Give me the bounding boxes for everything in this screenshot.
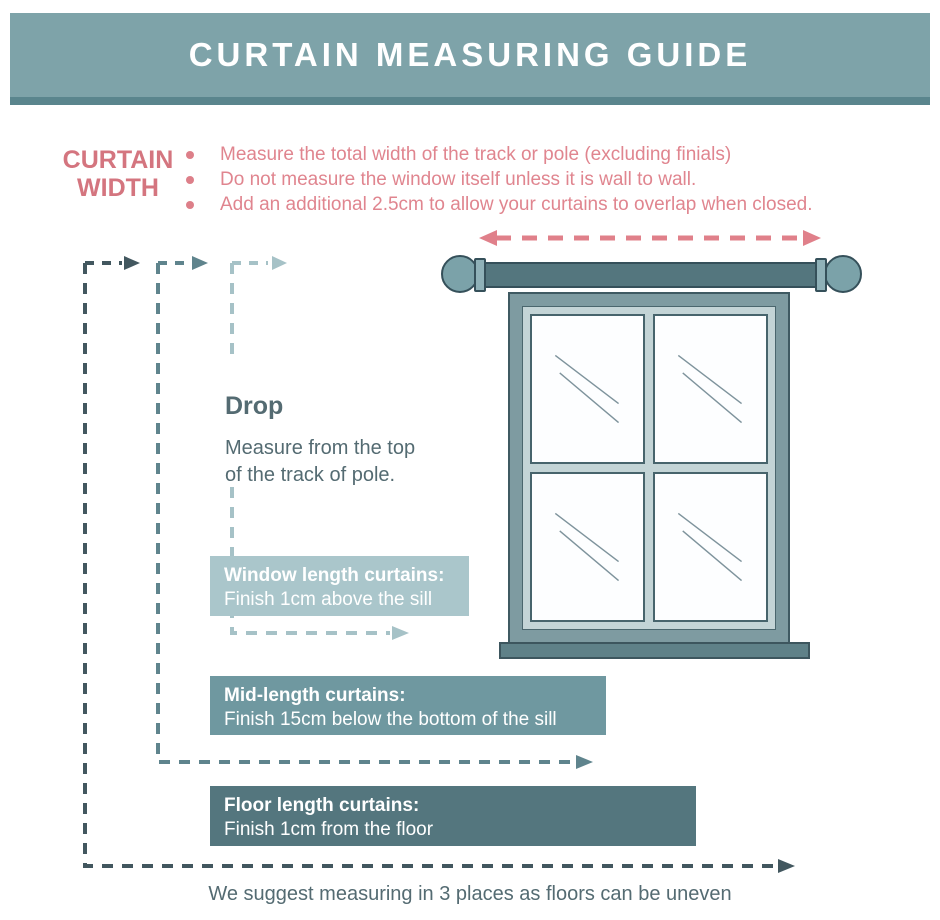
- window-length-subtitle: Finish 1cm above the sill: [224, 589, 433, 610]
- floor-length-box: [210, 786, 696, 846]
- bullet-text: Measure the total width of the track or pole (excluding finials): [220, 144, 732, 165]
- curtain-width-bullets: [186, 145, 906, 220]
- window-pane: [530, 314, 645, 464]
- drop-heading: Drop: [225, 392, 284, 420]
- drop-description-line2: of the track of pole.: [225, 464, 396, 486]
- mid-length-box: [210, 676, 606, 735]
- glass-shine-icon: [532, 474, 643, 620]
- bullet-text: Do not measure the window itself unless it is wall to wall.: [220, 169, 697, 190]
- pole-finial-right-icon: [824, 255, 862, 293]
- window-pane: [653, 314, 768, 464]
- drop-description: [225, 435, 415, 489]
- window-length-box: [210, 556, 469, 616]
- floor-length-title: Floor length curtains:: [224, 795, 420, 816]
- curtain-width-label: [58, 146, 178, 202]
- curtain-width-label-line1: CURTAIN: [62, 146, 174, 174]
- bullet-dot-icon: [186, 201, 194, 209]
- page-title: CURTAIN MEASURING GUIDE: [188, 36, 752, 73]
- curtain-width-label-line2: WIDTH: [77, 174, 159, 202]
- bullet-item: [186, 170, 906, 189]
- mid-length-subtitle: Finish 15cm below the bottom of the sill: [224, 709, 557, 730]
- curtain-pole-icon: [480, 262, 822, 288]
- glass-shine-icon: [655, 316, 766, 462]
- mid-length-title: Mid-length curtains:: [224, 685, 406, 706]
- bullet-item: [186, 145, 906, 164]
- pole-cap-left-icon: [474, 258, 486, 292]
- window-inner-frame: [522, 306, 776, 630]
- bullet-text: Add an additional 2.5cm to allow your curtains to overlap when closed.: [220, 194, 813, 215]
- window-pane-grid: [530, 314, 768, 622]
- header-bar: [10, 13, 930, 105]
- window-length-title: Window length curtains:: [224, 565, 445, 586]
- glass-shine-icon: [655, 474, 766, 620]
- window-sill-icon: [499, 642, 810, 659]
- width-double-arrow-icon: [479, 230, 821, 246]
- bullet-dot-icon: [186, 176, 194, 184]
- window-illustration: [508, 292, 790, 644]
- bullet-dot-icon: [186, 151, 194, 159]
- floor-length-subtitle: Finish 1cm from the floor: [224, 819, 434, 840]
- footer-note: We suggest measuring in 3 places as floors can be uneven: [208, 883, 732, 905]
- pole-cap-right-icon: [815, 258, 827, 292]
- window-pane: [530, 472, 645, 622]
- bullet-item: [186, 195, 906, 214]
- window-pane: [653, 472, 768, 622]
- glass-shine-icon: [532, 316, 643, 462]
- drop-description-line1: Measure from the top: [225, 437, 416, 459]
